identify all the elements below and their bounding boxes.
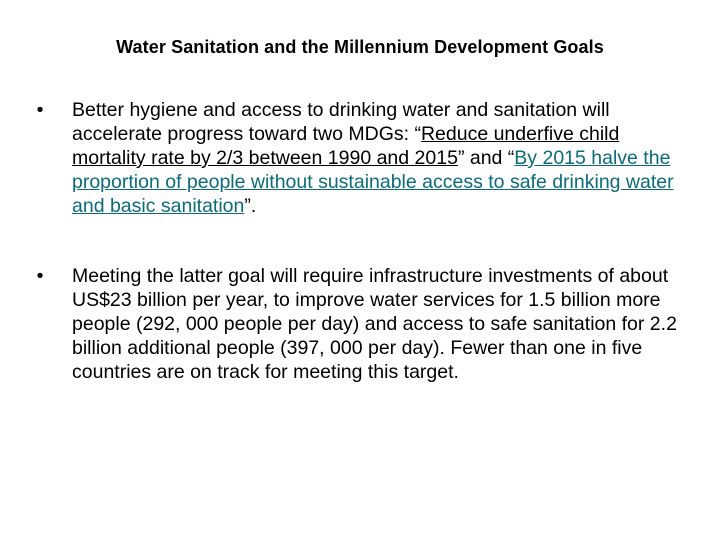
slide-title: Water Sanitation and the Millennium Development Goals: [116, 37, 604, 57]
bullet1-text-end: ”.: [244, 195, 257, 217]
bullet-item-mdg-progress: [30, 98, 690, 218]
bullet1-quote-child-mortality: Reduce underfive child mortality rate by 2/3 between 1990 and 2015: [72, 123, 620, 169]
bullet-dot-icon: •: [36, 99, 44, 121]
bullet-list: [30, 98, 690, 384]
bullet2-text: Meeting the latter goal will require infrastructure investments of about US$23 billion per year, to improve water services for 1.5 billion more people (292, 000 people per day) and access to safe sanitation for 2.2 billion additional people (397, 000 per day). Fewer than one in five countries are on track for meeting this target.: [72, 265, 677, 383]
bullet-item-investment: [30, 264, 690, 384]
bullet-dot-icon: •: [36, 265, 44, 287]
bullet1-text-conjunction: ” and “: [457, 147, 515, 169]
bullet1-link-halve-proportion[interactable]: By 2015 halve the proportion of people without sustainable access to safe drinking water and basic sanitation: [72, 147, 674, 217]
bullet1-text-intro: Better hygiene and access to drinking water and sanitation will accelerate progress toward two MDGs: “: [72, 99, 610, 145]
